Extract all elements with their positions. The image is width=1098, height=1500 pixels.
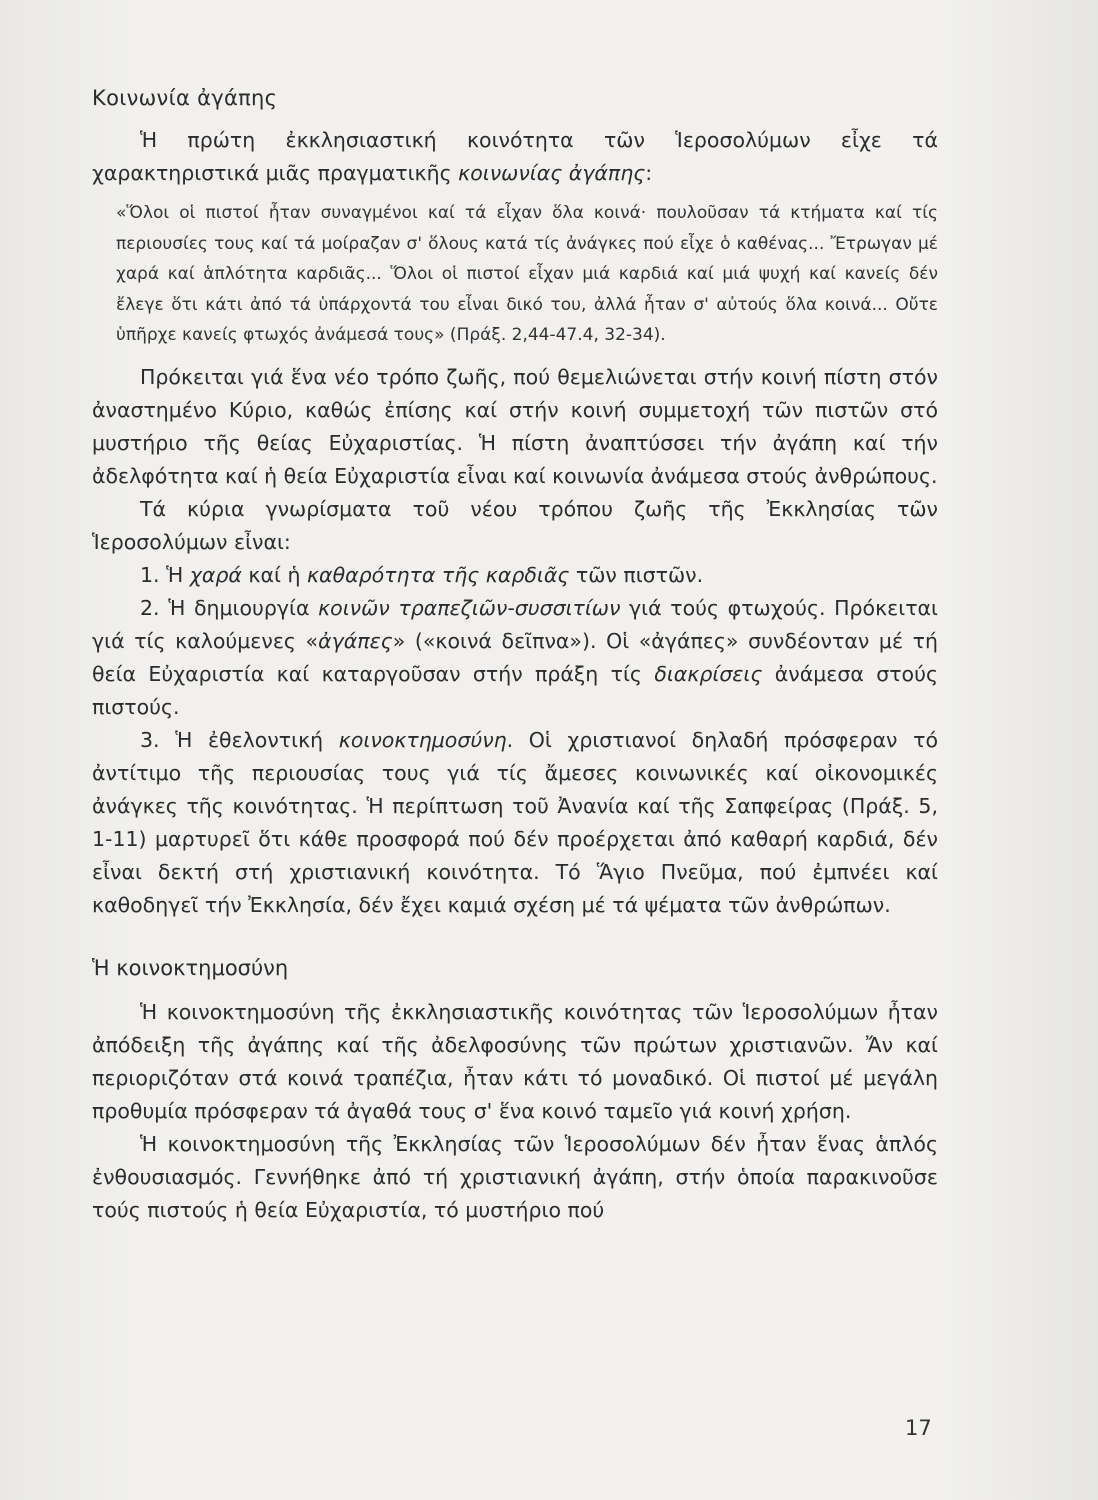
list-item-1: 1. Ἡ χαρά καί ἡ καθαρότητα τῆς καρδιᾶς τῶν πιστῶν. [140,562,704,587]
paragraph-koinoktimosyni-2: Ἡ κοινοκτημοσύνη τῆς Ἐκκλησίας τῶν Ἱεροσολύμων δέν ἦταν ἕνας ἁπλός ἐνθουσιασμός. Γεννήθηκε ἀπό τή χριστιανική ἀγάπη, στήν ὁποία παρακινοῦσε τούς πιστούς ἡ θεία Εὐχαριστία, τό μυστήριο πού [92,1131,938,1222]
acts-quote: «Ὅλοι οἱ πιστοί ἦταν συναγμένοι καί τά εἶχαν ὅλα κοινά· πουλοῦσαν τά κτήματα καί τίς περιουσίες τους καί τά μοίραζαν σ' ὅλους κατά τίς ἀνάγκες πού εἶχε ὁ καθένας... Ἔτρωγαν μέ χαρά καί ἁπλότητα καρδιᾶς... Ὅλοι οἱ πιστοί εἶχαν μιά καρδιά καί μιά ψυχή καί κανείς δέν ἔλεγε ὅτι κάτι ἀπό τά ὑπάρχοντά του εἶναι δικό του, ἀλλά ἦταν σ' αὐτούς ὅλα κοινά... Οὔτε ὑπῆρχε κανείς φτωχός ἀνάμεσά τους» (Πράξ. 2,44-47.4, 32-34). [116,203,938,345]
paragraph-koinoktimosyni-1: Ἡ κοινοκτημοσύνη τῆς ἐκκλησιαστικῆς κοινότητας τῶν Ἱεροσολύμων ἦταν ἀπόδειξη τῆς ἀγάπης καί τῆς ἀδελφοσύνης τῶν πρώτων χριστιανῶν. Ἄν καί περιοριζόταν στά κοινά τραπέζια, ἦταν κάτι τό μοναδικό. Οἱ πιστοί μέ μεγάλη προθυμία πρόσφεραν τά ἀγαθά τους σ' ἕνα κοινό ταμεῖο γιά κοινή χρήση. [92,999,938,1123]
paragraph-main-features: Τά κύρια γνωρίσματα τοῦ νέου τρόπου ζωῆς τῆς Ἐκκλησίας τῶν Ἱεροσολύμων εἶναι: [92,496,938,554]
page-content [92,86,938,1227]
page-number: 17 [905,1416,932,1440]
list-item-2: 2. Ἡ δημιουργία κοινῶν τραπεζιῶν-συσσιτίων γιά τούς φτωχούς. Πρόκειται γιά τίς καλούμενες «ἀγάπες» («κοινά δεῖπνα»). Οἱ «ἀγάπες» συνδέονταν μέ τή θεία Εὐχαριστία καί καταργοῦσαν στήν πράξη τίς διακρίσεις ἀνάμεσα στούς πιστούς. [92,595,938,719]
intro-italic: κοινωνίας ἀγάπης [458,161,646,185]
intro-paragraph: Ἡ πρώτη ἐκκλησιαστική κοινότητα τῶν Ἱεροσολύμων εἶχε τά χαρακτηριστικά μιᾶς πραγματικῆς κοινωνίας ἀγάπης: [92,128,938,185]
list-item-3: 3. Ἡ ἐθελοντική κοινοκτημοσύνη. Οἱ χριστιανοί δηλαδή πρόσφεραν τό ἀντίτιμο τῆς περιουσίας τους γιά τίς ἄμεσες κοινωνικές καί οἰκονομικές ἀνάγκες τῆς κοινότητας. Ἡ περίπτωση τοῦ Ἀνανία καί τῆς Σαπφείρας (Πράξ. 5, 1-11) μαρτυρεῖ ὅτι κάθε προσφορά πού δέν προέρχεται ἀπό καθαρή καρδιά, δέν εἶναι δεκτή στή χριστιανική κοινότητα. Τό Ἅγιο Πνεῦμα, πού ἐμπνέει καί καθοδηγεῖ τήν Ἐκκλησία, δέν ἔχει καμιά σχέση μέ τά ψέματα τῶν ἀνθρώπων. [92,727,938,917]
paragraph-new-way-of-life: Πρόκειται γιά ἕνα νέο τρόπο ζωῆς, πού θεμελιώνεται στήν κοινή πίστη στόν ἀναστημένο Κύριο, καθώς ἐπίσης καί στήν κοινή συμμετοχή τῶν πιστῶν στό μυστήριο τῆς θείας Εὐχαριστίας. Ἡ πίστη ἀναπτύσσει τήν ἀγάπη καί τήν ἀδελφότητα καί ἡ θεία Εὐχαριστία εἶναι καί κοινωνία ἀνάμεσα στούς ἀνθρώπους. [92,364,938,488]
section-heading-koinoktimosyni: Ἡ κοινοκτημοσύνη [92,955,289,980]
section-heading-koinonia: Κοινωνία ἀγάπης [92,86,278,110]
